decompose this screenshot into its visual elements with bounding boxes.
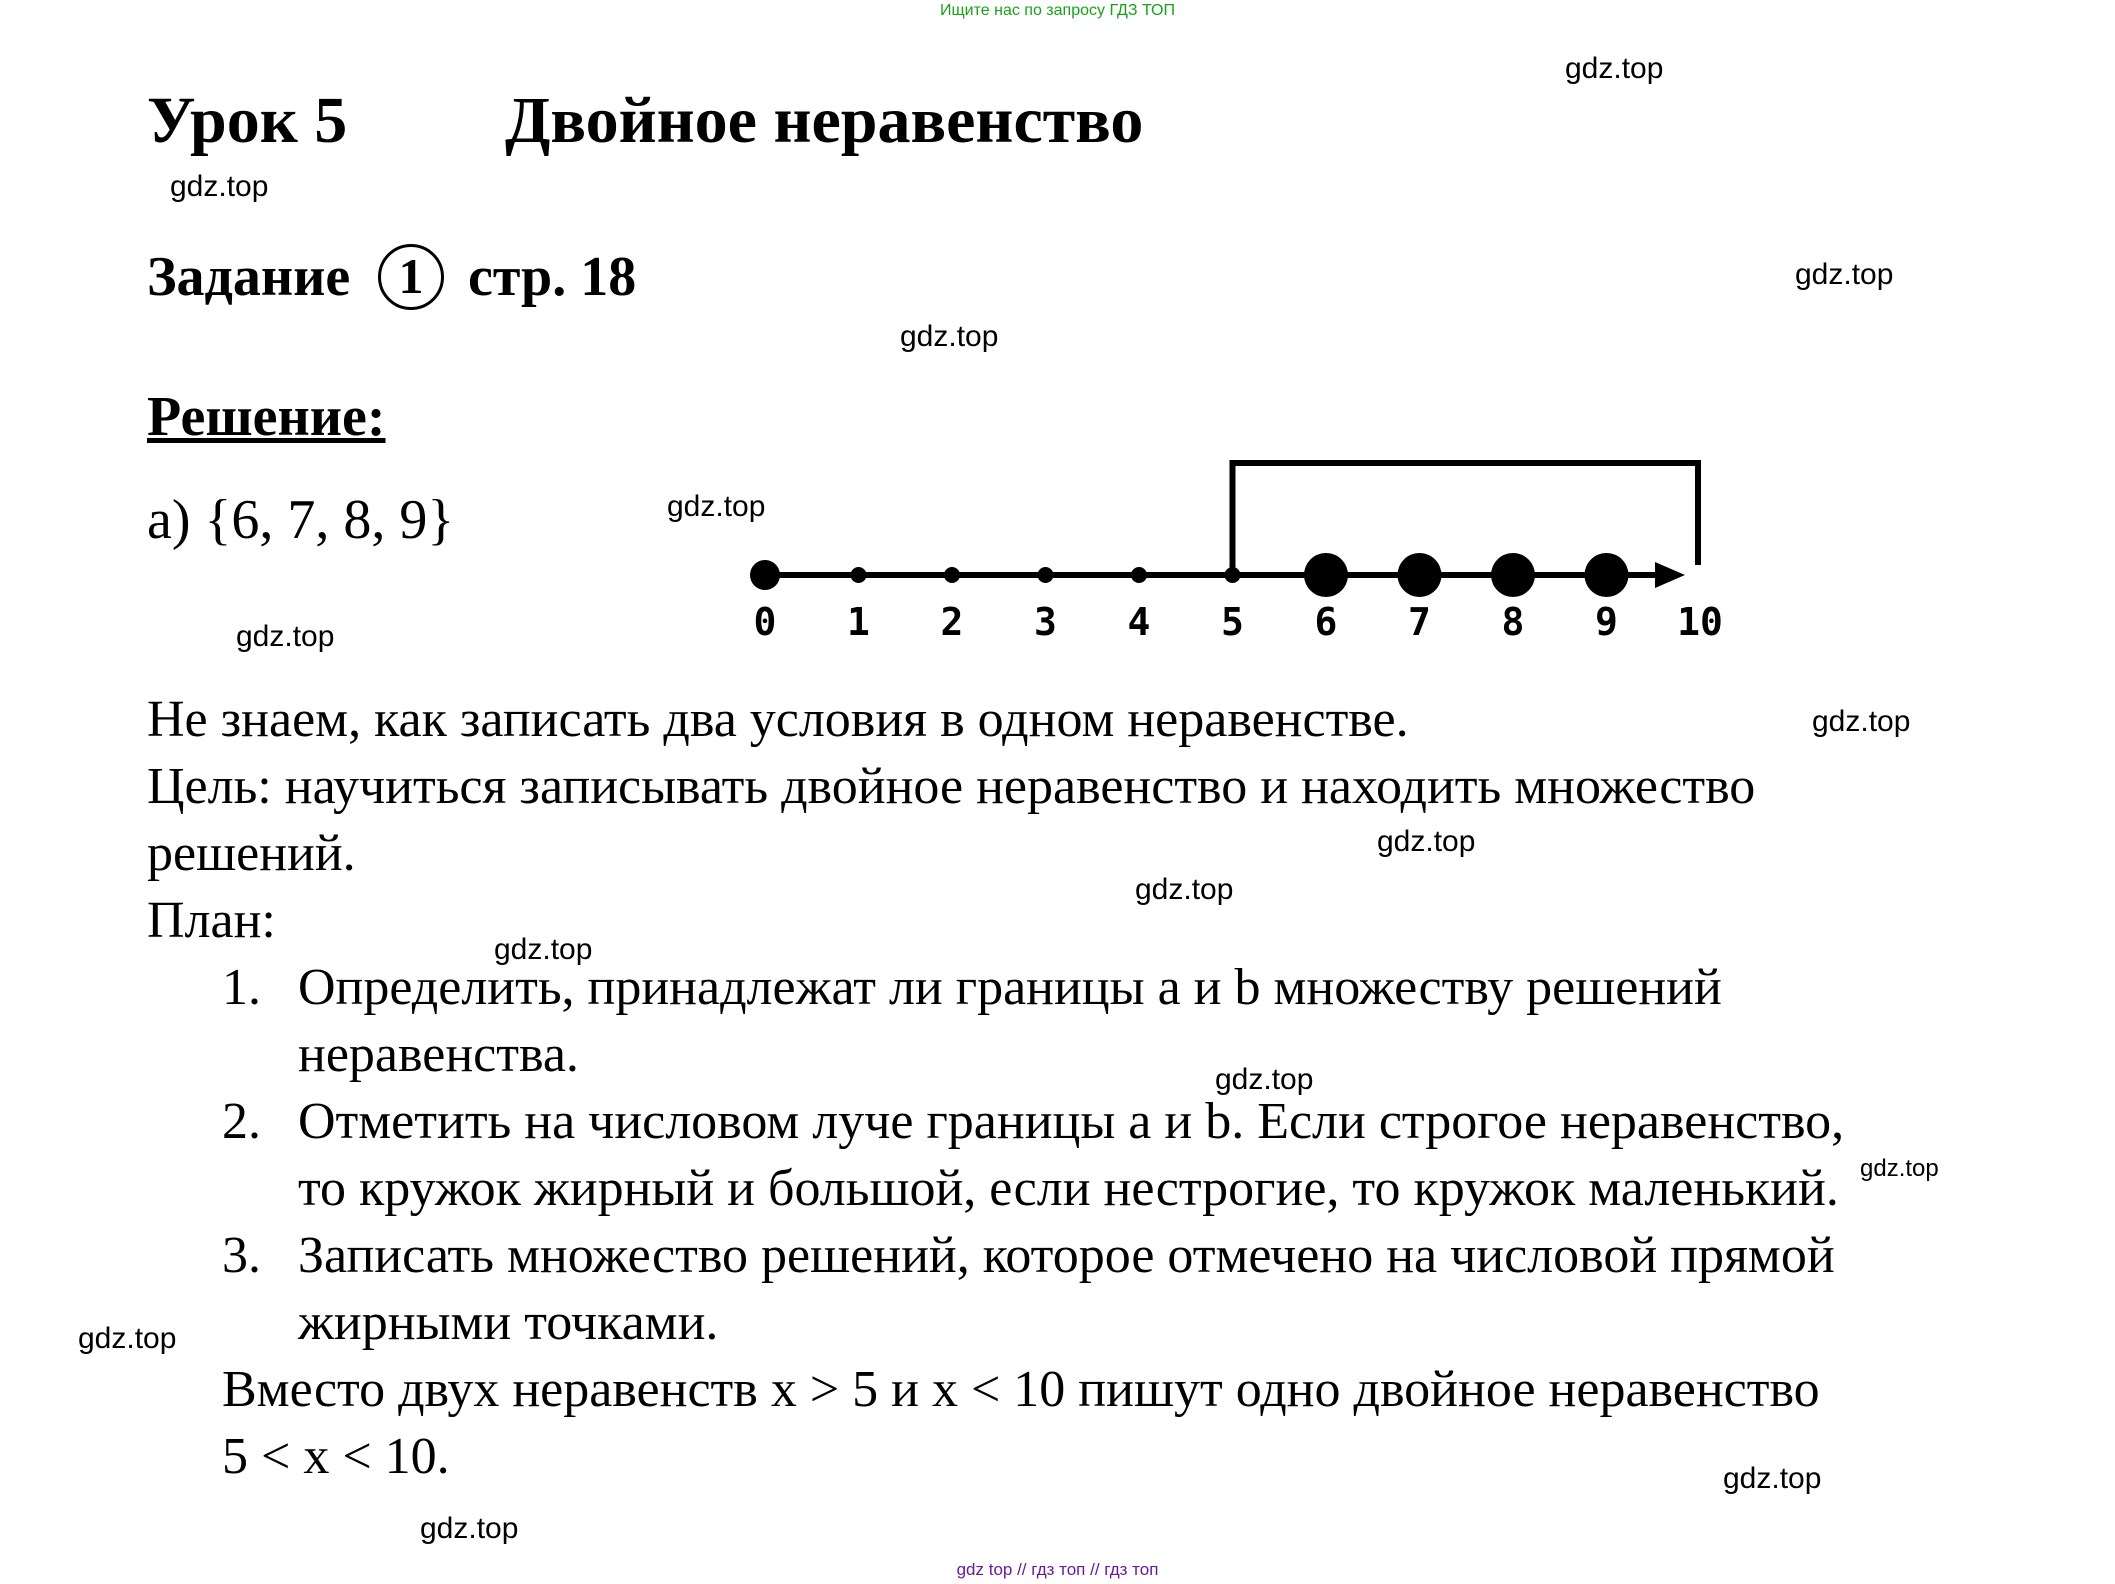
tick-point bbox=[1038, 567, 1054, 583]
tick-point bbox=[944, 567, 960, 583]
lesson-title: Урок 5 bbox=[147, 84, 348, 157]
plan-item-text: Отметить на числовом луче границы a и b. Если строгое неравенство, bbox=[298, 1093, 1845, 1150]
task-label: Задание bbox=[147, 246, 351, 308]
tick-label: 5 bbox=[1221, 600, 1244, 644]
plan-item-number: 1. bbox=[222, 959, 261, 1016]
tick-label: 2 bbox=[940, 600, 964, 644]
solution-label: Решение: bbox=[147, 386, 386, 448]
watermark: gdz.top bbox=[1135, 873, 1234, 906]
plan-item-number: 2. bbox=[222, 1093, 261, 1150]
tick-point bbox=[851, 567, 867, 583]
conclusion-line-cont: 5 < x < 10. bbox=[222, 1428, 450, 1485]
tick-label: 8 bbox=[1501, 600, 1525, 644]
watermark: gdz.top bbox=[667, 490, 766, 523]
tick-label: 4 bbox=[1127, 600, 1151, 644]
plan-item-text: то кружок жирный и большой, если нестрогие, то кружок маленький. bbox=[298, 1160, 1839, 1217]
tick-point bbox=[1131, 567, 1147, 583]
bracket-line bbox=[1233, 463, 1699, 575]
plan-item-number: 3. bbox=[222, 1227, 261, 1284]
text-line-1: Не знаем, как записать два условия в одном неравенстве. bbox=[147, 691, 1409, 748]
number-line bbox=[740, 450, 1730, 650]
conclusion-line: Вместо двух неравенств x > 5 и x < 10 пишут одно двойное неравенство bbox=[222, 1361, 1820, 1418]
solution-point bbox=[1304, 553, 1348, 597]
lesson-name: Двойное неравенство bbox=[505, 84, 1144, 157]
watermark: gdz.top bbox=[1860, 1155, 1939, 1182]
tick-point bbox=[750, 560, 780, 590]
task-number-circle: 1 bbox=[378, 244, 444, 310]
number-line-arrow bbox=[1655, 562, 1685, 588]
solution-point bbox=[1491, 553, 1535, 597]
solution-point bbox=[1585, 553, 1629, 597]
tick-label: 1 bbox=[847, 600, 870, 644]
answer-a: а) {6, 7, 8, 9} bbox=[147, 489, 455, 551]
goal-line-cont: решений. bbox=[147, 825, 356, 882]
tick-label: 3 bbox=[1034, 600, 1057, 644]
plan-item-text: Записать множество решений, которое отмечено на числовой прямой bbox=[298, 1227, 1835, 1284]
watermark: gdz.top bbox=[420, 1512, 519, 1545]
watermark: gdz.top bbox=[494, 933, 593, 966]
top-banner: Ищите нас по запросу ГДЗ ТОП bbox=[940, 2, 1175, 19]
tick-label: 9 bbox=[1595, 600, 1618, 644]
tick-label: 10 bbox=[1677, 600, 1723, 644]
watermark: gdz.top bbox=[1795, 258, 1894, 291]
tick-label: 7 bbox=[1408, 600, 1431, 644]
plan-item-text: неравенства. bbox=[298, 1026, 579, 1083]
tick-label: 6 bbox=[1314, 600, 1338, 644]
watermark: gdz.top bbox=[900, 320, 999, 353]
tick-label: 0 bbox=[753, 600, 777, 644]
watermark: gdz.top bbox=[1565, 52, 1664, 85]
watermark: gdz.top bbox=[170, 170, 269, 203]
goal-line: Цель: научиться записывать двойное неравенство и находить множество bbox=[147, 758, 1756, 815]
plan-item-text: жирными точками. bbox=[298, 1294, 719, 1351]
footer: gdz top // гдз топ // гдз топ bbox=[956, 1560, 1159, 1579]
plan-label: План: bbox=[147, 892, 276, 949]
watermark: gdz.top bbox=[1723, 1462, 1822, 1495]
watermark: gdz.top bbox=[78, 1322, 177, 1355]
solution-bracket bbox=[1233, 463, 1699, 575]
solution-point bbox=[1398, 553, 1442, 597]
tick-point bbox=[1225, 567, 1241, 583]
plan-item-text: Определить, принадлежат ли границы a и b множеству решений bbox=[298, 959, 1722, 1016]
watermark: gdz.top bbox=[1812, 705, 1911, 738]
watermark: gdz.top bbox=[1215, 1063, 1314, 1096]
watermark: gdz.top bbox=[1377, 825, 1476, 858]
task-page: стр. 18 bbox=[468, 246, 637, 308]
watermark: gdz.top bbox=[236, 620, 335, 653]
